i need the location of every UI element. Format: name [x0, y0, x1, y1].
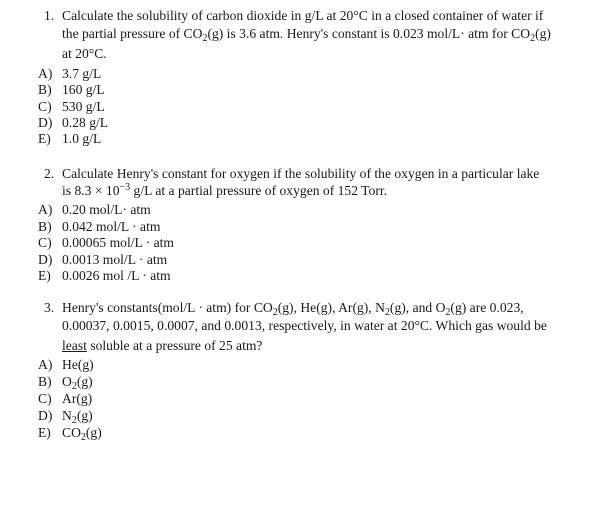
- option-letter: D): [38, 252, 53, 267]
- question-number: 2.: [44, 166, 55, 181]
- option-letter: A): [38, 357, 53, 372]
- option-letter: E): [38, 268, 51, 283]
- text-run: CO: [62, 425, 81, 440]
- option-text: [62, 202, 151, 218]
- text-run: 0.0013 mol/L · atm: [62, 252, 168, 267]
- text-run: 0.20 mol/L· atm: [62, 202, 151, 217]
- text-run: (g) is 3.6 atm. Henry's constant is 0.023 mol/L· atm for CO: [207, 26, 531, 41]
- question-stem-line: [62, 166, 539, 182]
- subscript: 2: [202, 33, 208, 44]
- text-run: (g), and O: [389, 300, 446, 315]
- text-run: g/L at a partial pressure of oxygen of 152 Torr.: [130, 183, 388, 198]
- text-run: (g): [76, 374, 93, 389]
- option-letter: B): [38, 82, 52, 97]
- text-run: Ar(g): [62, 391, 93, 406]
- text-run: 3.7 g/L: [62, 66, 102, 81]
- question-number: 1.: [44, 8, 55, 23]
- subscript: 2: [445, 307, 451, 318]
- text-run: He(g): [62, 357, 94, 372]
- option-letter: D): [38, 115, 53, 130]
- option-letter: D): [38, 408, 53, 423]
- option-letter: B): [38, 374, 52, 389]
- option-text: [62, 357, 94, 373]
- option-text: [62, 235, 174, 251]
- text-run: 160 g/L: [62, 82, 105, 97]
- subscript: 2: [71, 381, 77, 392]
- text-run: 0.28 g/L: [62, 115, 109, 130]
- text-run: (g), He(g), Ar(g), N: [277, 300, 385, 315]
- text-run: (g) are 0.023,: [450, 300, 524, 315]
- option-text: [62, 252, 167, 268]
- text-run: at 20°C.: [62, 46, 107, 61]
- text-run: (g): [76, 408, 93, 423]
- subscript: 2: [272, 307, 278, 318]
- text-run: (g): [535, 26, 551, 41]
- text-run: soluble at a pressure of 25 atm?: [86, 338, 263, 353]
- option-text: [62, 268, 171, 284]
- superscript: −3: [119, 182, 131, 193]
- subscript: 2: [71, 415, 77, 426]
- text-run: 0.0026 mol /L · atm: [62, 268, 171, 283]
- question-stem-line: [62, 46, 107, 62]
- option-letter: C): [38, 391, 52, 406]
- text-run: 0.00065 mol/L · atm: [62, 235, 175, 250]
- question-stem-line: [62, 183, 387, 199]
- text-run: Calculate the solubility of carbon dioxide in g/L at 20°C in a closed container of water if: [62, 8, 544, 23]
- option-text: [62, 66, 101, 82]
- option-text: [62, 391, 92, 407]
- option-text: [62, 131, 101, 147]
- text-run: 530 g/L: [62, 99, 105, 114]
- text-run: the partial pressure of CO: [62, 26, 203, 41]
- option-letter: A): [38, 202, 53, 217]
- option-text: [62, 374, 93, 390]
- option-text: [62, 99, 105, 115]
- text-run: Henry's constants(mol/L · atm) for CO: [62, 300, 273, 315]
- option-text: [62, 408, 93, 424]
- option-text: [62, 115, 108, 131]
- text-run: (g): [85, 425, 102, 440]
- text-run: 1.0 g/L: [62, 131, 102, 146]
- option-letter: E): [38, 425, 51, 440]
- text-run: O: [62, 374, 72, 389]
- text-run: 0.042 mol/L · atm: [62, 219, 161, 234]
- question-stem-line: [62, 338, 262, 354]
- text-run: is 8.3 × 10: [62, 183, 120, 198]
- option-letter: B): [38, 219, 52, 234]
- option-text: [62, 425, 102, 441]
- question-stem-line: [62, 300, 524, 316]
- subscript: 2: [384, 307, 390, 318]
- option-text: [62, 82, 105, 98]
- option-letter: C): [38, 235, 52, 250]
- subscript: 2: [530, 33, 536, 44]
- option-text: [62, 219, 160, 235]
- option-letter: C): [38, 99, 52, 114]
- question-stem-line: [62, 26, 551, 42]
- subscript: 2: [80, 432, 86, 443]
- question-number: 3.: [44, 300, 55, 315]
- text-run: 0.00037, 0.0015, 0.0007, and 0.0013, respectively, in water at 20°C. Which gas would be: [62, 318, 547, 333]
- text-run: Calculate Henry's constant for oxygen if the solubility of the oxygen in a particular lake: [62, 166, 540, 181]
- underlined-word: least: [62, 338, 87, 353]
- question-stem-line: [62, 318, 547, 334]
- question-stem-line: [62, 8, 543, 24]
- option-letter: E): [38, 131, 51, 146]
- option-letter: A): [38, 66, 53, 81]
- text-run: N: [62, 408, 72, 423]
